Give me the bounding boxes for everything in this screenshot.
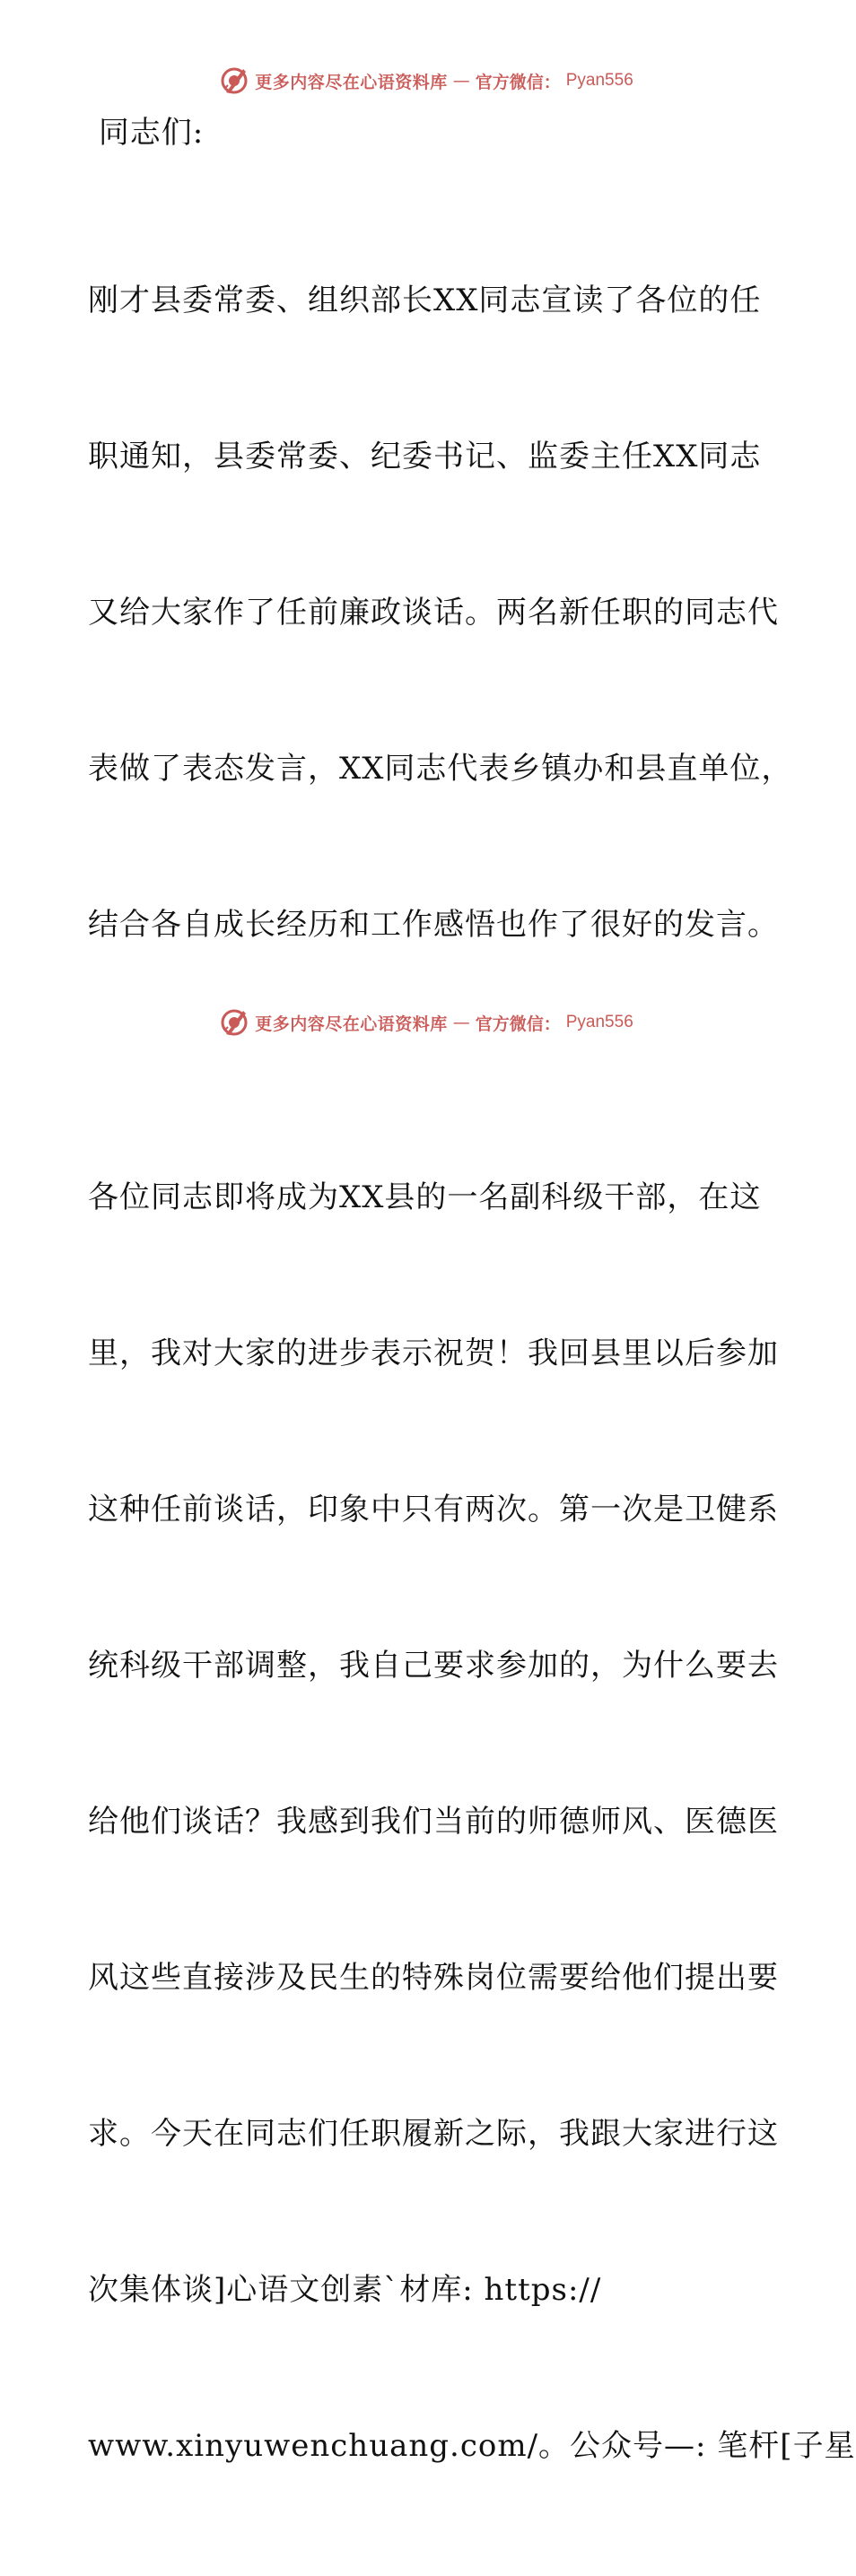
banner-official-label: 官方微信： [475,72,561,92]
banner-dash: — [452,1013,470,1032]
quill-logo-icon [219,1007,249,1038]
document-body [88,106,856,2576]
paragraph-line: www.xinyuwenchuang.com/。公众号—: 笔杆[子星 [88,2428,856,2464]
paragraph-line: 统科级干部调整，我自己要求参加的，为什么要去 [88,1648,779,1684]
quill-logo-icon [219,65,249,96]
paragraph-1 [88,170,793,1055]
paragraph-line: 里，我对大家的进步表示祝贺！我回县里以后参加 [88,1336,779,1371]
banner-brand-text: 更多内容尽在心语资料库 [255,1014,448,1034]
banner-brand-text: 更多内容尽在心语资料库 [255,72,448,92]
paragraph-line: 职通知，县委常委、纪委书记、监委主任XX同志 [88,439,762,474]
banner-dash: — [452,71,470,91]
banner-official-label: 官方微信： [475,1014,561,1034]
paragraph-2 [88,1067,856,2576]
greeting: 同志们: [88,115,205,151]
paragraph-line: 给他们谈话？我感到我们当前的师德师风、医德医 [88,1804,779,1840]
paragraph-line: 这种任前谈话，印象中只有两次。第一次是卫健系 [88,1492,779,1527]
banner-wechat-id: Pyan556 [565,1013,633,1031]
footer-banner [0,1005,852,1040]
paragraph-line: 表做了表态发言，XX同志代表乡镇办和县直单位， [88,751,793,787]
paragraph-line: 次集体谈]心语文创素`材库: https:// [88,2272,602,2308]
paragraph-line: 求。今天在同志们任职履新之际，我跟大家进行这 [88,2116,779,2152]
header-banner [0,63,852,99]
paragraph-line: 风这些直接涉及民生的特殊岗位需要给他们提出要 [88,1960,779,1996]
paragraph-line: 刚才县委常委、组织部长XX同志宣读了各位的任 [88,283,762,318]
paragraph-line: 结合各自成长经历和工作感悟也作了很好的发言。 [88,907,779,943]
paragraph-line: 又给大家作了任前廉政谈话。两名新任职的同志代 [88,595,779,631]
paragraph-line: 各位同志即将成为XX县的一名副科级干部，在这 [88,1179,762,1215]
banner-wechat-id: Pyan556 [565,71,633,90]
